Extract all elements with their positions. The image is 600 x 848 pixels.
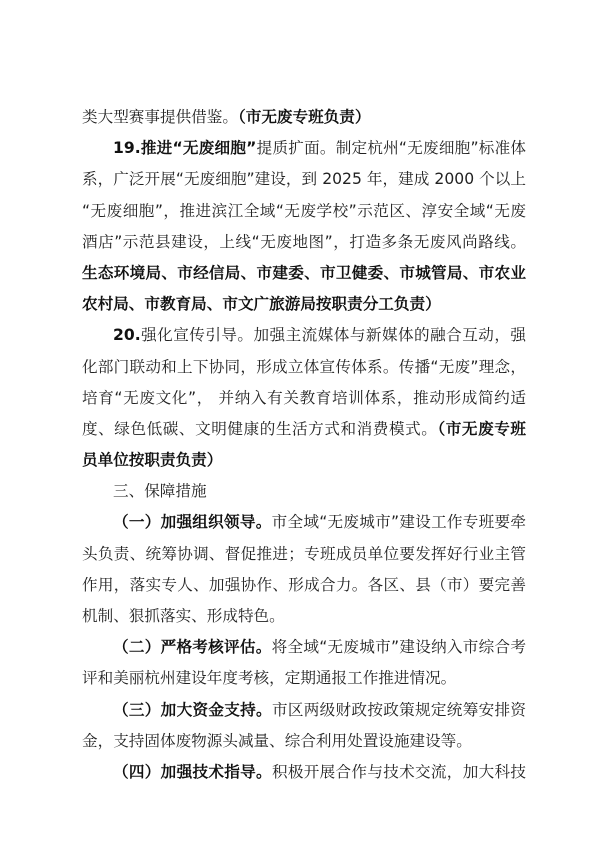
bold-text: （市无废专班负责） xyxy=(237,108,371,126)
body-text: 酒店”示范县建设，上线“无废地图”，打造多条无废风尚路线。 xyxy=(82,232,526,251)
body-text: 提质扩面。制定杭州“无废细胞”标准体 xyxy=(256,139,526,158)
bold-text: （四）加强技术指导。 xyxy=(113,762,272,781)
text-line xyxy=(82,695,526,726)
text-line xyxy=(82,320,526,351)
text-line xyxy=(82,601,526,632)
body-text: 强化宣传引导。加强主流媒体与新媒体的融合互动，强 xyxy=(140,326,526,345)
body-text: 机制、狠抓落实、形成特色。 xyxy=(82,607,285,625)
text-line xyxy=(82,289,526,320)
bold-text: 生态环境局、市经信局、市建委、市卫健委、市城管局、市农业 xyxy=(82,263,526,282)
document-page xyxy=(82,102,526,788)
bold-text: （市无废专班 xyxy=(437,419,526,438)
body-text: 系，广泛开展“无废细胞”建设，到 2025 年，建成 2000 个以上 xyxy=(82,170,526,189)
body-text: 培育“无废文化”， 并纳入有关教育培训体系，推动形成简约适 xyxy=(82,388,526,407)
body-text: “无废细胞”，推进滨江全域“无废学校”示范区、淳安全域“无废 xyxy=(82,201,526,220)
bold-text: （二）严格考核评估。 xyxy=(113,638,272,657)
bold-text: 员单位按职责负责） xyxy=(82,451,223,470)
text-line xyxy=(82,570,526,601)
text-line xyxy=(82,663,526,694)
text-line xyxy=(82,632,526,663)
bold-text: （一）加强组织领导。 xyxy=(113,513,272,532)
text-line xyxy=(82,258,526,289)
text-line xyxy=(82,414,526,445)
text-line xyxy=(82,757,526,788)
body-text: 度、绿色低碳、文明健康的生活方式和消费模式。 xyxy=(82,419,438,438)
text-line xyxy=(82,164,526,195)
body-text: 三、保障措施 xyxy=(113,482,207,501)
text-line xyxy=(82,507,526,538)
body-text: 头负责、统筹协调、督促推进；专班成员单位要发挥好行业主管 xyxy=(82,544,526,563)
body-text: 市全域“无废城市”建设工作专班要牵 xyxy=(271,513,526,532)
text-line xyxy=(82,445,526,476)
body-text: 作用，落实专人、加强协作、形成合力。各区、县（市）要完善 xyxy=(82,575,526,594)
text-line xyxy=(82,726,526,757)
bold-text: （三）加大资金支持。 xyxy=(113,700,272,719)
body-text: 化部门联动和上下协同，形成立体宣传体系。传播“无废”理念， xyxy=(82,357,526,376)
body-text: 类大型赛事提供借鉴。 xyxy=(82,108,238,126)
bold-text: 19.推进“无废细胞” xyxy=(113,139,257,158)
body-text: 积极开展合作与技术交流，加大科技 xyxy=(271,762,526,781)
text-line xyxy=(82,539,526,570)
text-line xyxy=(82,196,526,227)
text-line xyxy=(82,352,526,383)
bold-text: 农村局、市教育局、市文广旅游局按职责分工负责） xyxy=(82,295,441,314)
body-text: 金，支持固体废物源头减量、综合利用处置设施建设等。 xyxy=(82,731,472,750)
bold-text: 20. xyxy=(113,326,141,345)
body-text: 评和美丽杭州建设年度考核，定期通报工作推进情况。 xyxy=(82,669,457,688)
text-line xyxy=(82,476,526,507)
body-text: 将全域“无废城市”建设纳入市综合考 xyxy=(271,638,526,657)
text-line xyxy=(82,383,526,414)
text-line xyxy=(82,102,526,133)
text-line xyxy=(82,133,526,164)
text-line xyxy=(82,227,526,258)
body-text: 市区两级财政按政策规定统筹安排资 xyxy=(271,700,526,719)
